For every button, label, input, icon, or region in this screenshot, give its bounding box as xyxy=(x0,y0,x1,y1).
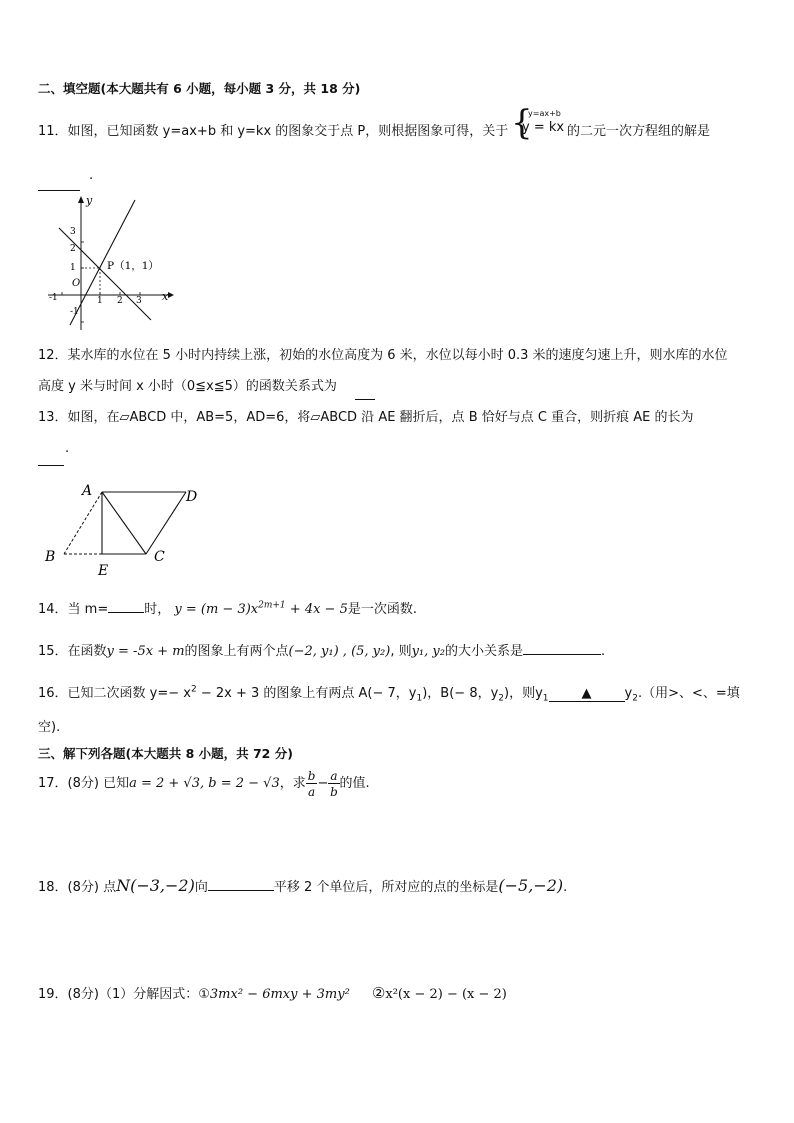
side-dc xyxy=(146,492,186,554)
x-axis-arrow xyxy=(168,292,174,298)
x-tick-neg1: -1 xyxy=(49,293,58,303)
q14-prefix: 14．当 m= xyxy=(38,602,109,617)
q16-part-a: 16．已知二次函数 y=− x xyxy=(38,686,191,701)
q16-part-f: .（用>、<、=填 xyxy=(637,686,740,701)
label-b: B xyxy=(45,549,56,565)
q16-part-b: − 2x + 3 的图象上有两点 A(− 7，y xyxy=(196,686,417,701)
x-tick-2: 2 xyxy=(117,296,123,306)
q16-sub1: 1 xyxy=(416,693,423,704)
fraction-b-over-a: $\frac{b}{a}$ xyxy=(307,768,316,799)
section-title-fill-in: 二、填空题(本大题共有 6 小题，每小题 3 分，共 18 分) xyxy=(38,81,361,96)
q17-a-expression: a = 2 + √3, xyxy=(129,776,205,791)
segment-ab-dashed xyxy=(64,492,102,554)
section-title-solve: 三、解下列各题(本大题共 8 小题，共 72 分) xyxy=(38,746,293,761)
q14-exponent: 2m+1 xyxy=(258,600,286,611)
question-16-line2: 空). xyxy=(38,720,61,735)
y-tick-3: 3 xyxy=(70,227,76,237)
q18-prefix: 18．(8分) 点 xyxy=(38,880,117,895)
parallelogram-figure xyxy=(40,478,210,578)
label-e: E xyxy=(98,563,109,578)
function-graph xyxy=(40,190,180,335)
point-p-label: P（1，1） xyxy=(107,260,159,272)
equation-system-bottom: y = kx xyxy=(522,120,565,135)
q14-suffix: 是一次函数. xyxy=(347,602,417,617)
q15-vars: y₁, y₂ xyxy=(411,644,445,659)
q17-b-expression: b = 2 − √3 xyxy=(208,776,280,791)
q17-mid: ，求 xyxy=(279,776,306,791)
q17-prefix: 17．(8分) 已知 xyxy=(38,776,130,791)
q15-mid: 的图象上有两个点 xyxy=(184,644,289,659)
q16-part-c: )，B(− 8，y xyxy=(422,686,499,701)
question-17 xyxy=(38,768,370,800)
q18-mid2: 平移 2 个单位后，所对应的点的坐标是 xyxy=(273,880,499,895)
equation-system-brace: { xyxy=(511,103,533,143)
q17-minus: − xyxy=(317,776,329,791)
question-13-tail: . xyxy=(65,441,70,456)
circled-two-icon: ② xyxy=(371,984,386,1002)
q19-prefix: 19．(8分)（1）分解因式：① xyxy=(38,987,210,1002)
fraction-a-over-b: $\frac{a}{b}$ xyxy=(330,768,338,799)
q18-mid: 向 xyxy=(194,880,208,895)
question-16-line1 xyxy=(38,682,740,704)
q14-mid: 时， xyxy=(144,602,171,617)
q18-point: N(−3,−2) xyxy=(116,876,195,895)
q15-tail: . xyxy=(600,644,606,659)
question-11-tail: . xyxy=(89,168,94,183)
x-tick-3: 3 xyxy=(136,296,142,306)
q19-expression-2: x²(x − 2) − (x − 2) xyxy=(385,987,507,1002)
q18-result: (−5,−2) xyxy=(498,876,564,895)
q16-sub2: 2 xyxy=(498,693,505,704)
answer-blank-13 xyxy=(38,455,64,470)
q16-sub3: 1 xyxy=(542,693,549,704)
question-11-text: 11．如图，已知函数 y=ax+b 和 y=kx 的图象交于点 P，则根据图象可得，关于 xyxy=(38,124,509,139)
q15-function: y = -5x + m xyxy=(106,644,185,659)
answer-blank-12 xyxy=(355,389,375,404)
equation-system-top: y=ax+b xyxy=(528,109,561,118)
q14-formula-rest: + 4x − 5 xyxy=(285,602,348,617)
y-tick-neg1: -1 xyxy=(70,307,79,317)
label-d: D xyxy=(186,489,198,505)
origin-label: O xyxy=(72,278,81,289)
q15-mid2: , 则 xyxy=(390,644,412,659)
q15-points: (−2, y₁) , (5, y₂) xyxy=(288,644,391,659)
question-12-line1: 12．某水库的水位在 5 小时内持续上涨，初始的水位高度为 6 米，水位以每小时 0.3 米的速度匀速上升，则水库的水位 xyxy=(38,348,728,363)
question-13-line1: 13．如图，在▱ABCD 中，AB=5，AD=6，将▱ABCD 沿 AE 翻折后，点 B 恰好与点 C 重合，则折痕 AE 的长为 xyxy=(38,410,694,425)
x-axis-label: x xyxy=(162,290,169,303)
label-a: A xyxy=(82,483,93,499)
q17-suffix: 的值. xyxy=(339,776,370,791)
q16-sub4: 2 xyxy=(632,693,638,704)
q16-square: 2 xyxy=(190,684,197,695)
q15-suffix: 的大小关系是 xyxy=(444,644,523,659)
question-18 xyxy=(38,876,567,895)
y-tick-1: 1 xyxy=(70,263,76,273)
y-axis-label: y xyxy=(86,194,93,207)
q16-answer-blank xyxy=(549,686,625,702)
question-15 xyxy=(38,640,605,659)
y-axis-arrow xyxy=(78,196,84,203)
question-11-text-b: 的二元一次方程组的解是 xyxy=(567,124,711,139)
question-19 xyxy=(38,983,507,1002)
q19-expression-1: 3mx² − 6mxy + 3my² xyxy=(209,987,350,1002)
label-c: C xyxy=(154,549,165,565)
x-tick-1: 1 xyxy=(97,296,103,306)
q16-part-d: )，则y xyxy=(504,686,543,701)
question-12-line2: 高度 y 米与时间 x 小时（0≦x≦5）的函数关系式为 xyxy=(38,379,337,394)
question-14 xyxy=(38,598,417,617)
q18-tail: . xyxy=(563,880,568,895)
segment-ac xyxy=(102,492,146,554)
q14-formula: y = (m − 3)x xyxy=(174,602,259,617)
triangle-icon: ▲ xyxy=(581,686,592,701)
y-tick-2: 2 xyxy=(70,244,76,254)
q16-part-e: y xyxy=(624,686,633,701)
q15-prefix: 15．在函数 xyxy=(38,644,107,659)
